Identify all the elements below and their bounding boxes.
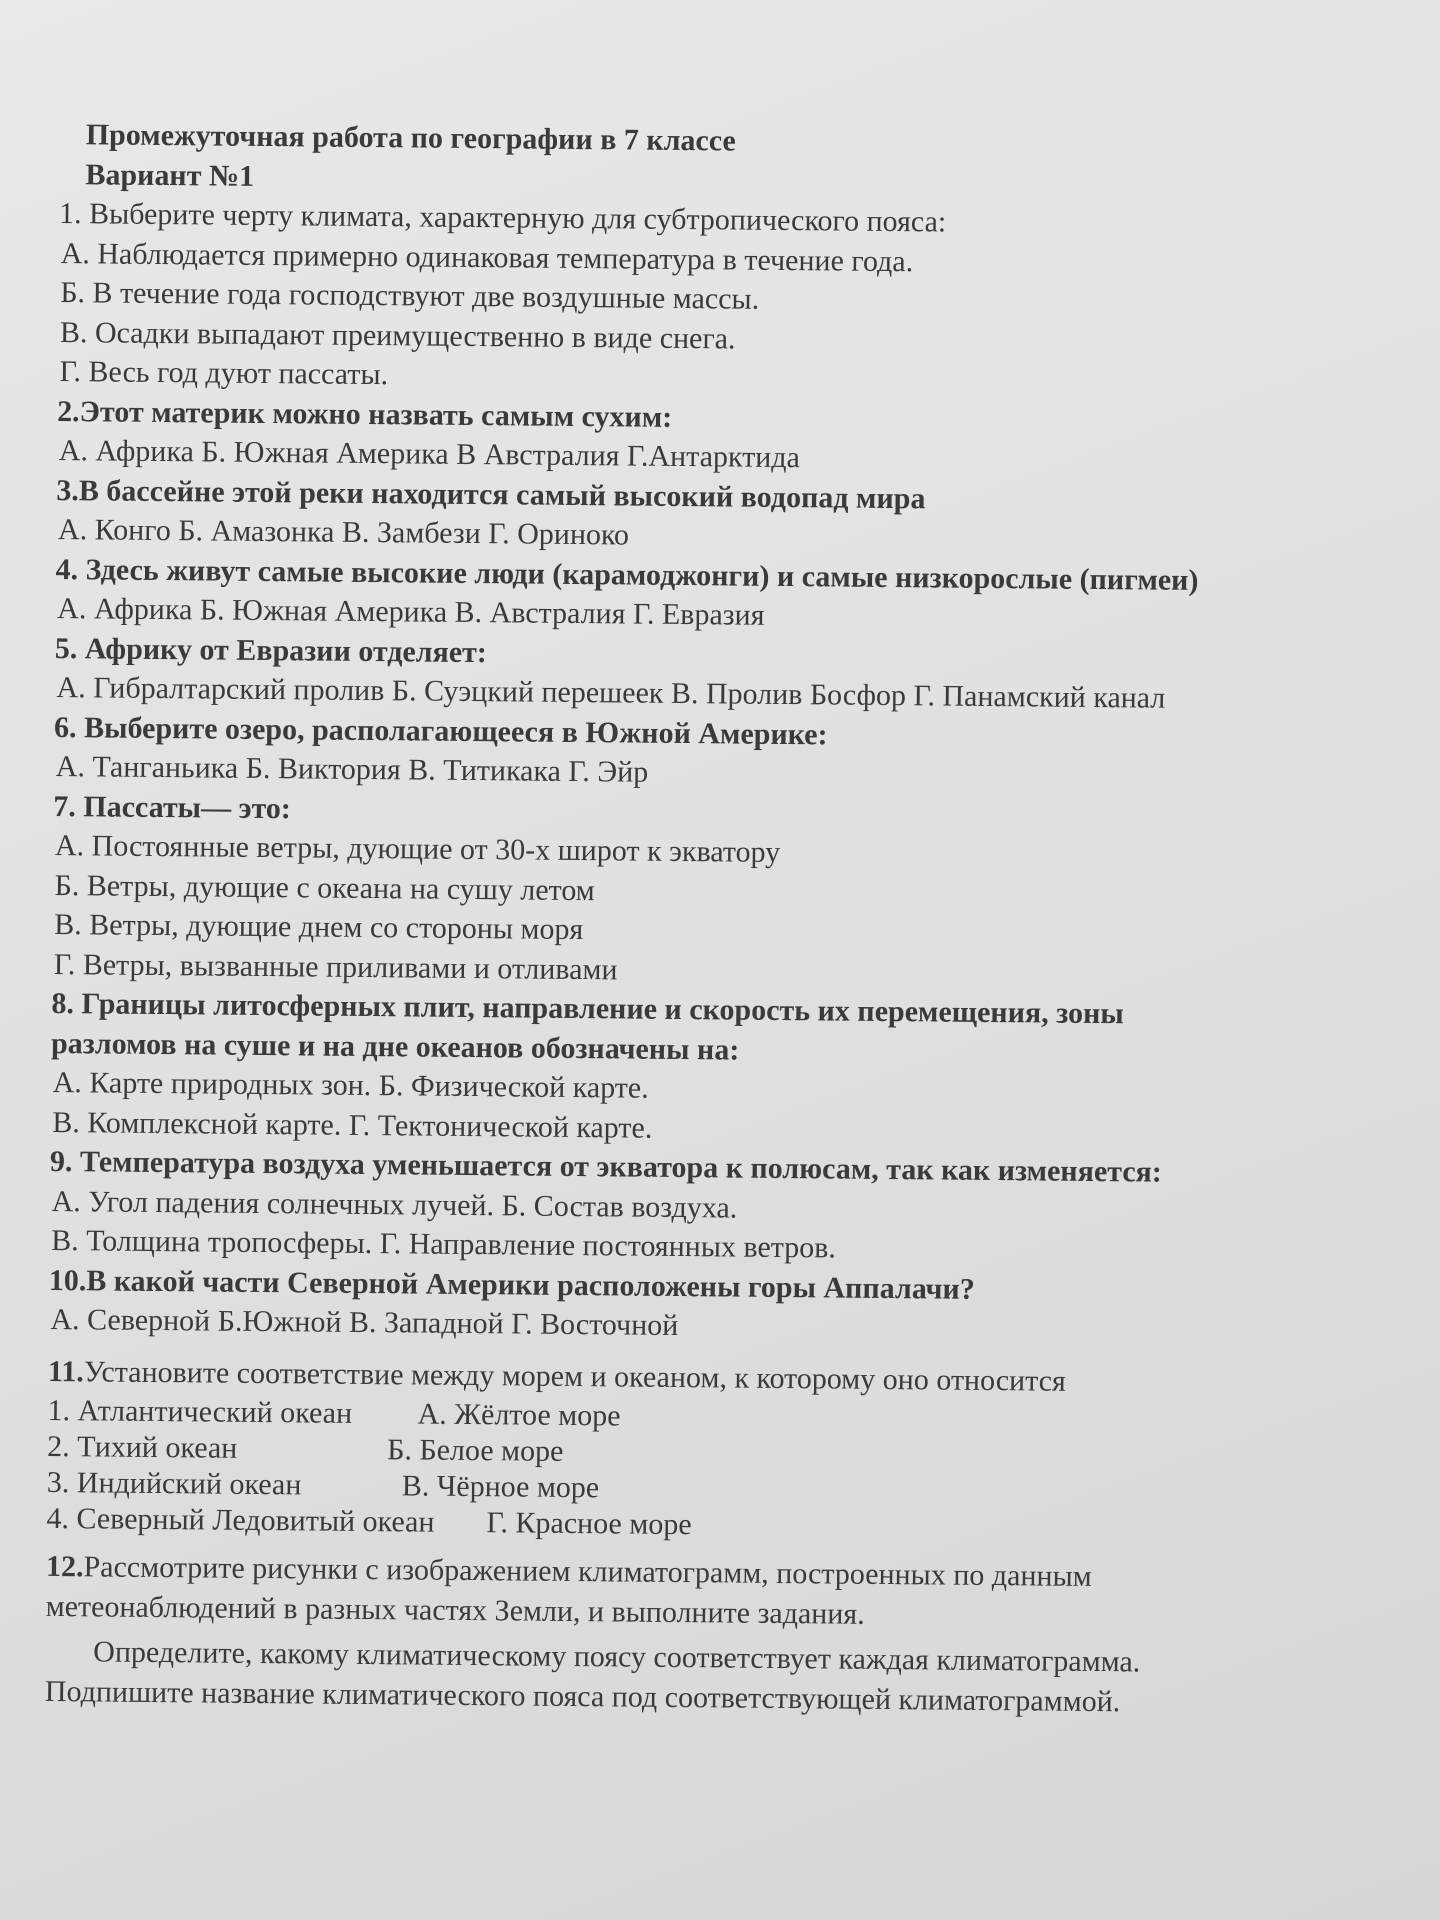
answer-option: А. Карте природных зон. Б. Физической карте.	[52, 1065, 649, 1105]
answer-option: А. Африка Б. Южная Америка В Австралия Г.Антарктида	[58, 434, 801, 475]
question-1: 1. Выберите черту климата, характерную для субтропического пояса:	[58, 196, 947, 239]
answer-option: В. Толщина тропосферы. Г. Направление постоянных ветров.	[51, 1223, 837, 1265]
question-3: 3.В бассейне этой реки находится самый высокий водопад мира	[56, 473, 926, 515]
ocean-item: 4. Северный Ледовитый океан	[46, 1501, 435, 1539]
answer-option: А. Африка Б. Южная Америка В. Австралия Г. Евразия	[57, 591, 765, 632]
sea-item: Б. Белое море	[387, 1433, 564, 1468]
answer-option: Г. Весь год дуют пассаты.	[59, 355, 389, 392]
answer-option: А. Северной Б.Южной В. Западной Г. Восточной	[50, 1302, 679, 1342]
answer-option: А. Гибралтарский пролив Б. Суэцкий перешеек В. Пролив Босфор Г. Панамский канал	[56, 670, 1166, 715]
page-title: Промежуточная работа по географии в 7 классе	[85, 118, 736, 158]
answer-option: Б. В течение года господствуют две воздушные массы.	[60, 276, 760, 316]
ocean-item: 3. Индийский океан	[46, 1465, 302, 1502]
answer-option: А. Постоянные ветры, дующие от 30-х широт к экватору	[54, 828, 781, 869]
answer-option: В. Осадки выпадают преимущественно в виде снега.	[59, 315, 736, 355]
question-10: 10.В какой части Северной Америки расположены горы Аппалачи?	[48, 1263, 975, 1306]
answer-option: А. Угол падения солнечных лучей. Б. Состав воздуха.	[51, 1184, 738, 1225]
question-12-task-1: Определите, какому климатическому поясу соответствует каждая климатограмма.	[93, 1635, 1141, 1679]
question-12-number: 12.	[45, 1549, 84, 1584]
answer-option: А. Конго Б. Амазонка В. Замбези Г. Ориноко	[57, 513, 630, 552]
sea-item: Г. Красное море	[486, 1506, 692, 1542]
question-12-text: Рассмотрите рисунки с изображением климатограмм, построенных по данным	[83, 1550, 1092, 1593]
question-6: 6. Выберите озеро, располагающееся в Южной Америке:	[53, 710, 828, 751]
question-11-number: 11.	[47, 1354, 84, 1388]
question-9: 9. Температура воздуха уменьшается от экватора к полюсам, так как изменяется:	[49, 1144, 1163, 1189]
question-2: 2.Этот материк можно назвать самым сухим:	[57, 394, 673, 434]
question-4: 4. Здесь живут самые высокие люди (карамоджонги) и самые низкорослые (пигмеи)	[55, 552, 1199, 597]
answer-option: В. Ветры, дующие днем со стороны моря	[54, 907, 584, 947]
ocean-item: 1. Атлантический океан	[47, 1393, 353, 1430]
answer-option: Б. Ветры, дующие с океана на сушу летом	[54, 868, 595, 907]
variant-label: Вариант №1	[85, 157, 255, 193]
worksheet	[45, 115, 1390, 1724]
question-5: 5. Африку от Евразии отделяет:	[54, 631, 488, 669]
ocean-item: 2. Тихий океан	[47, 1429, 238, 1465]
question-11-text: Установите соответствие между морем и океаном, к которому оно относится	[83, 1354, 1066, 1398]
answer-option: А. Танганьика Б. Виктория В. Титикака Г. Эйр	[55, 749, 649, 789]
sea-item: А. Жёлтое море	[417, 1397, 621, 1433]
question-7: 7. Пассаты— это:	[53, 789, 292, 825]
question-12-text-2: метеонаблюдений в разных частях Земли, и выполните задания.	[45, 1589, 865, 1631]
answer-option: А. Наблюдается примерно одинаковая температура в течение года.	[60, 236, 914, 278]
answer-option: Г. Ветры, вызванные приливами и отливами	[53, 947, 618, 986]
answer-option: В. Комплексной карте. Г. Тектонической карте.	[52, 1105, 653, 1145]
question-8-continued: разломов на суше и на дне океанов обозначены на:	[50, 1026, 740, 1067]
question-12-task-2: Подпишите название климатического пояса под соответствующей климатограммой.	[44, 1674, 1121, 1718]
question-8: 8. Границы литосферных плит, направление и скорость их перемещения, зоны	[51, 986, 1124, 1031]
sea-item: В. Чёрное море	[401, 1469, 600, 1505]
